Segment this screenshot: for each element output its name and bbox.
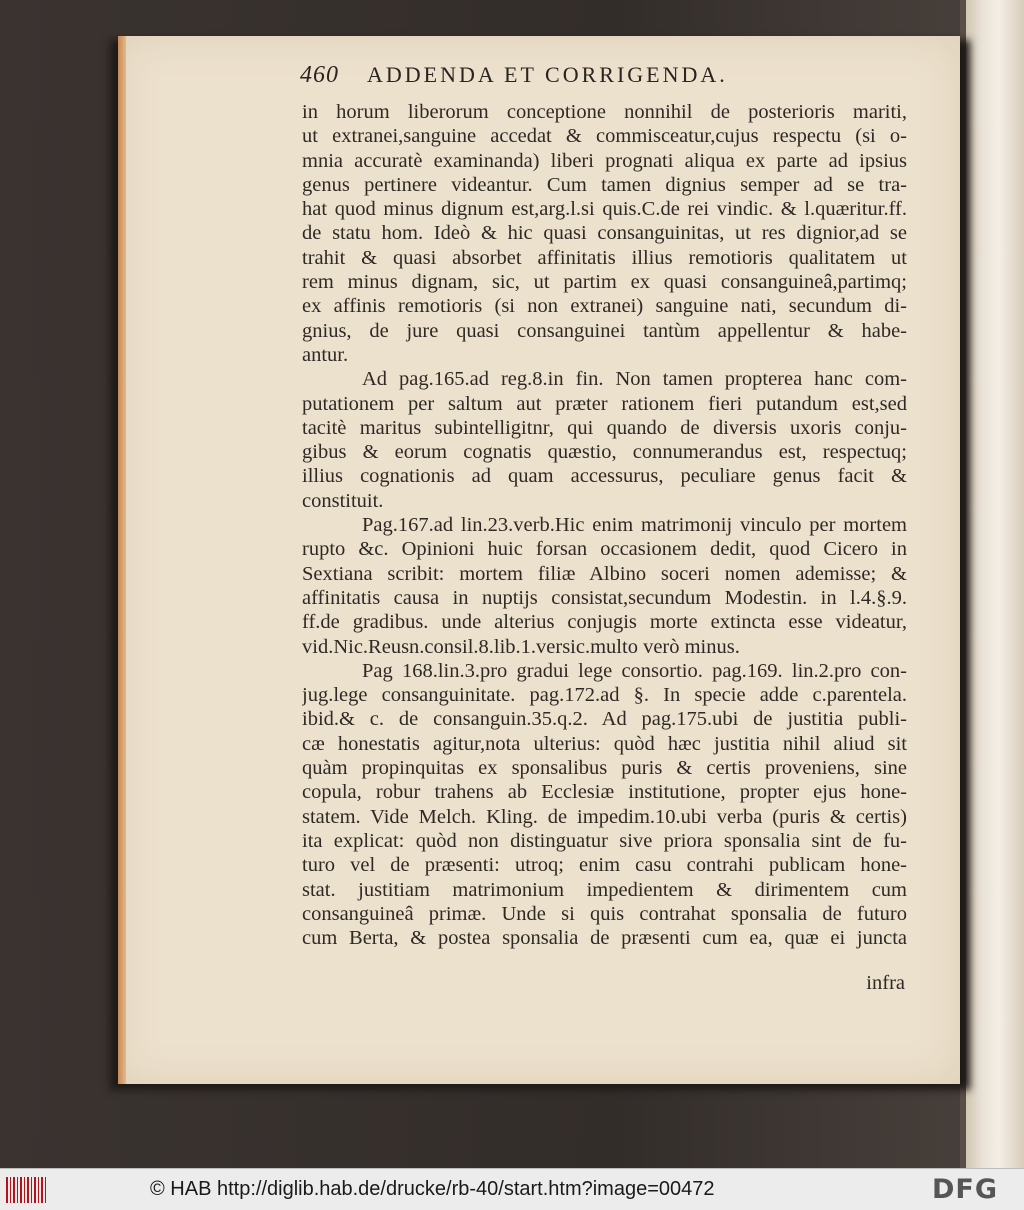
text-line: Pag.167.ad lin.23.verb.Hic enim matrimonij vinculo per mortem: [362, 514, 907, 537]
text-line: jug.lege consanguinitate. pag.172.ad §. In specie adde c.parentela.: [302, 684, 907, 707]
text-line: Ad pag.165.ad reg.8.in fin. Non tamen propterea hanc com-: [362, 368, 907, 391]
running-title: ADDENDA ET CORRIGENDA.: [367, 62, 728, 87]
text-line: turo vel de præsenti: utroq; enim casu contrahi publicam hone-: [302, 854, 907, 877]
text-line: hat quod minus dignum est,arg.l.si quis.C.de rei vindic. & l.quæritur.ff.: [302, 198, 907, 221]
page-fore-edge: [118, 36, 126, 1084]
text-line: copula, robur trahens ab Ecclesiæ institutione, propter ejus hone-: [302, 781, 907, 804]
text-line: rupto &c. Opinioni huic forsan occasionem dedit, quod Cicero in: [302, 538, 907, 561]
text-line: de statu hom. Ideò & hic quasi consanguinitas, ut res dignior,ad se: [302, 222, 907, 245]
text-line: vid.Nic.Reusn.consil.8.lib.1.versic.multo verò minus.: [302, 635, 740, 658]
body-text: [302, 100, 907, 950]
text-line: ut extranei,sanguine accedat & commisceatur,cujus respectu (si o-: [302, 125, 907, 148]
text-line: gnius, de jure quasi consanguinei tantùm appellentur & habe-: [302, 319, 907, 342]
text-line: gibus & eorum cognatis quæstio, connumerandus est, respectuq;: [302, 441, 907, 464]
text-line: consanguineâ primæ. Unde si quis contrahat sponsalia de futuro: [302, 902, 907, 925]
library-barcode-logo: [6, 1177, 46, 1203]
text-line: constituit.: [302, 489, 384, 512]
text-line: putationem per saltum aut præter rationem fieri putandum est,sed: [302, 392, 907, 415]
text-line: tacitè maritus subintelligitnr, qui quando de diversis uxoris conju-: [302, 416, 907, 439]
text-line: mnia accuratè examinanda) liberi prognati aliqua ex parte ad ipsius: [302, 149, 907, 172]
catchword: infra: [866, 972, 905, 994]
viewer-footer: [0, 1168, 1024, 1210]
page-number: 460: [300, 62, 339, 88]
text-line: illius cognationis ad quam accessurus, peculiare genus facit &: [302, 465, 907, 488]
copyright-credit-link[interactable]: © HAB http://diglib.hab.de/drucke/rb-40/start.htm?image=00472: [150, 1178, 715, 1200]
text-line: rem minus dignam, sic, ut partim ex quasi consanguineâ,partimq;: [302, 271, 907, 294]
text-line: ibid.& c. de consanguin.35.q.2. Ad pag.175.ubi de justitia publi-: [302, 708, 907, 731]
text-line: stat. justitiam matrimonium impedientem & dirimentem cum: [302, 878, 907, 901]
text-line: Pag 168.lin.3.pro gradui lege consortio. pag.169. lin.2.pro con-: [362, 659, 907, 682]
text-line: ff.de gradibus. unde alterius conjugis morte extincta esse videatur,: [302, 611, 907, 634]
text-line: ex affinis remotioris (si non extranei) sanguine nati, secundum di-: [302, 295, 907, 318]
text-line: statem. Vide Melch. Kling. de impedim.10.ubi verba (puris & certis): [302, 805, 907, 828]
text-line: affinitatis causa in nuptijs consistat,secundum Modestin. in l.4.§.9.: [302, 586, 907, 609]
text-line: in horum liberorum conceptione nonnihil de posterioris mariti,: [302, 101, 907, 123]
text-line: cæ honestatis agitur,nota ulterius: quòd hæc justitia nihil aliud sit: [302, 732, 907, 755]
text-line: cum Berta, & postea sponsalia de præsenti cum ea, quæ ei juncta: [302, 927, 907, 950]
text-line: trahit & quasi absorbet affinitatis illius remotioris qualitatem ut: [302, 246, 907, 269]
text-line: genus pertinere videantur. Cum tamen dignius semper ad se tra-: [302, 173, 907, 196]
text-line: quàm propinquitas ex sponsalibus puris & certis proveniens, sine: [302, 757, 907, 780]
page-header: [300, 62, 860, 94]
text-line: antur.: [302, 343, 349, 366]
text-line: Sextiana scribit: mortem filiæ Albino soceri nomen ademisse; &: [302, 562, 907, 585]
text-line: ita explicat: quòd non distinguatur sive priora sponsalia sint de fu-: [302, 829, 907, 852]
dfg-logo: DFG: [932, 1174, 999, 1205]
